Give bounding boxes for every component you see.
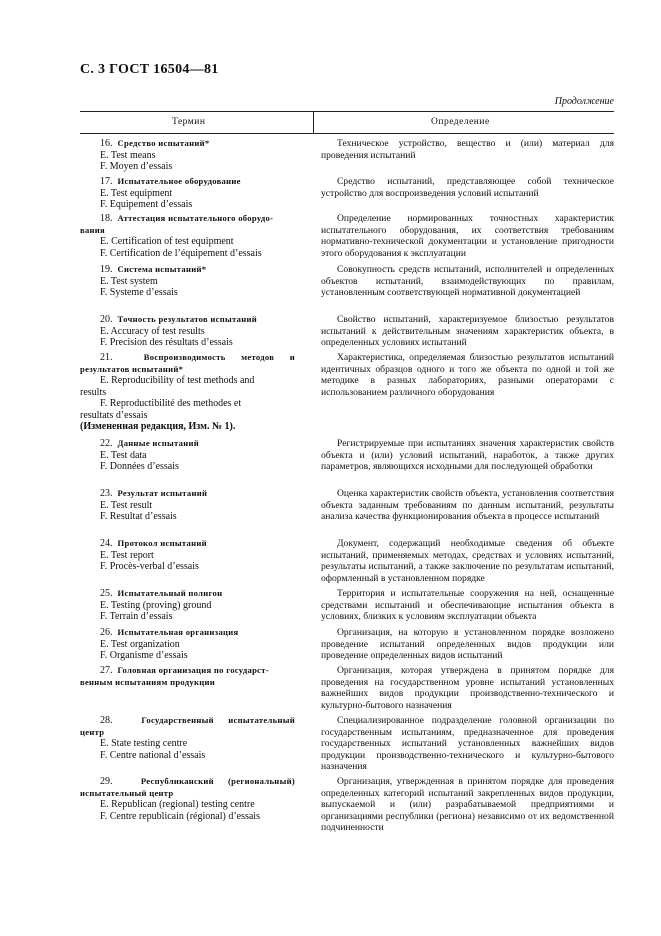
term-21 bbox=[80, 352, 295, 433]
term-18 bbox=[80, 213, 295, 259]
definition-18: Определение нормированных точностных характеристик испытательного оборудования, их соответствия требованиям нормативно-технической документации и установление пригодности этого оборудования к эксплуатации bbox=[321, 213, 614, 259]
term-number: 26. bbox=[100, 627, 113, 638]
term-en: E. State testing centre bbox=[100, 738, 188, 749]
term-number: 25. bbox=[100, 588, 113, 599]
amendment-note: (Измененная редакция, Изм. № 1). bbox=[80, 421, 236, 432]
table-top-rule bbox=[80, 111, 614, 112]
term-19 bbox=[100, 264, 295, 299]
definition-22: Регистрируемые при испытаниях значения характеристик свойств объекта и (или) условий испытаний, наработок, а также других параметров, являющихся исходными для последующей обработки bbox=[321, 438, 614, 473]
term-16 bbox=[100, 138, 295, 173]
term-20 bbox=[100, 314, 295, 349]
term-ru: Испытательная организация bbox=[117, 627, 239, 637]
term-en: E. Certification of test equipment bbox=[100, 236, 234, 247]
term-ru: Республиканский (региональный) bbox=[140, 776, 295, 786]
term-29 bbox=[80, 776, 295, 822]
definition-27: Организация, которая утверждена в принятом порядке для проведения на государственном уровне испытаний установленных важнейших видов продукции производственно-технического и культурно-бытового назначения bbox=[321, 665, 614, 711]
term-fr: F. Centre republicain (régional) d’essais bbox=[100, 810, 260, 822]
term-en: E. Reproducibility of test methods and bbox=[100, 375, 255, 386]
term-ru: Испытательное оборудование bbox=[117, 176, 241, 186]
term-25 bbox=[100, 588, 295, 623]
term-fr: F. Certification de l’équipement d’essais bbox=[100, 247, 262, 259]
term-number: 22. bbox=[100, 438, 113, 449]
term-en: E. Test report bbox=[100, 549, 154, 561]
term-en: E. Accuracy of test results bbox=[100, 325, 205, 337]
term-fr: F. Reproductibilité des methodes et bbox=[100, 398, 242, 409]
continuation-label: Продолжение bbox=[554, 96, 614, 107]
term-fr: F. Precision des résultats d’essais bbox=[100, 337, 233, 348]
term-number: 24. bbox=[100, 538, 113, 549]
term-number: 17. bbox=[100, 176, 113, 187]
term-24 bbox=[100, 538, 295, 573]
term-en: E. Test result bbox=[100, 499, 153, 511]
term-fr: F. Terrain d’essais bbox=[100, 611, 173, 622]
definition-29: Организация, утвержденная в принятом порядке для проведения определенных категорий испытаний закрепленных видов продукции, выпускаемой и (или) разрабатываемой предприятиями и организациями республики (региона) независимо от их ведомственной подчиненности bbox=[321, 776, 614, 834]
term-fr: F. Systeme d’essais bbox=[100, 287, 178, 298]
term-ru-cont: результатов испытаний* bbox=[80, 363, 184, 374]
term-ru-cont: испытательный центр bbox=[80, 787, 174, 798]
term-fr: F. Equipement d’essais bbox=[100, 199, 193, 210]
term-ru: Результат испытаний bbox=[117, 488, 208, 498]
term-number: 19. bbox=[100, 264, 113, 275]
term-en: E. Test equipment bbox=[100, 187, 173, 199]
term-en-cont: results bbox=[80, 386, 107, 398]
definition-28: Специализированное подразделение головной организации по государственным испытаниям, предназначенное для проведения государственных испытаний установленных важнейших видов продукции производственно-технического и культурно-бытового назначения bbox=[321, 715, 614, 773]
definition-25: Территория и испытательные сооружения на ней, оснащенные средствами испытаний и обеспечивающие испытания объекта в условиях, близких к условиям эксплуатации объекта bbox=[321, 588, 614, 623]
term-fr: F. Moyen d’essais bbox=[100, 161, 173, 172]
definition-23: Оценка характеристик свойств объекта, установления соответствия объекта заданным требованиям по данным испытаний, результаты анализа качества функционирования объекта в процессе испытаний bbox=[321, 488, 614, 523]
term-ru: Испытательный полигон bbox=[117, 588, 223, 598]
term-ru: Средство испытаний* bbox=[117, 138, 210, 148]
term-en: E. Test data bbox=[100, 449, 147, 461]
definition-26: Организация, на которую в установленном порядке возложено проведение испытаний определенных видов продукции или проведение определенных видов испытаний bbox=[321, 627, 614, 662]
term-28 bbox=[80, 715, 295, 761]
term-22 bbox=[100, 438, 295, 473]
term-26 bbox=[100, 627, 295, 662]
term-ru: Протокол испытаний bbox=[117, 538, 207, 548]
term-ru: Точность результатов испытаний bbox=[117, 314, 258, 324]
term-number: 28. bbox=[100, 715, 113, 726]
column-header-definition: Определение bbox=[431, 117, 490, 127]
term-ru: Государственный испытательный bbox=[141, 715, 295, 725]
definition-21: Характеристика, определяемая близостью результатов испытаний идентичных образцов одного и того же объекта по одной и той же методике в разных лабораториях, разными операторами с использованием различного оборудования bbox=[321, 352, 614, 398]
column-divider bbox=[313, 111, 314, 133]
definition-20: Свойство испытаний, характеризуемое близостью результатов испытаний к действительным значениям характеристик объекта, в определенных условиях испытаний bbox=[321, 314, 614, 349]
term-fr: F. Resultat d’essais bbox=[100, 511, 177, 522]
term-ru: Данные испытаний bbox=[117, 438, 199, 448]
definition-19: Совокупность средств испытаний, исполнителей и определенных объектов испытаний, взаимодействующих по правилам, установленным соответствующей нормативной документацией bbox=[321, 264, 614, 299]
page-title: С. 3 ГОСТ 16504—81 bbox=[80, 62, 219, 77]
column-header-term: Термин bbox=[172, 117, 206, 127]
term-en: E. Test system bbox=[100, 275, 158, 287]
term-number: 16. bbox=[100, 138, 113, 149]
term-ru: Аттестация испытательного оборудо- bbox=[117, 213, 274, 223]
term-fr: F. Centre national d’essais bbox=[100, 749, 206, 761]
term-fr-cont: resultats d’essais bbox=[80, 409, 148, 421]
definition-24: Документ, содержащий необходимые сведения об объекте испытаний, применяемых методах, средствах и условиях испытаний, результаты испытаний, а также заключение по результатам испытаний, оформленный в установленном порядке bbox=[321, 538, 614, 584]
term-number: 18. bbox=[100, 213, 113, 224]
term-ru-cont: центр bbox=[80, 726, 105, 737]
term-en: E. Testing (proving) ground bbox=[100, 599, 212, 611]
term-fr: F. Données d’essais bbox=[100, 461, 179, 472]
term-number: 20. bbox=[100, 314, 113, 325]
term-ru: Головная организация по государст- bbox=[117, 665, 269, 675]
term-17 bbox=[100, 176, 295, 211]
definition-17: Средство испытаний, представляющее собой техническое устройство для воспроизведения условий испытаний bbox=[321, 176, 614, 199]
term-fr: F. Procès-verbal d’essais bbox=[100, 561, 199, 572]
term-number: 29. bbox=[100, 776, 113, 787]
term-en: E. Test organization bbox=[100, 638, 180, 650]
term-23 bbox=[100, 488, 295, 523]
term-ru-cont: вания bbox=[80, 224, 105, 235]
term-en: E. Test means bbox=[100, 149, 156, 161]
term-number: 23. bbox=[100, 488, 113, 499]
term-ru-cont: венным испытаниям продукции bbox=[80, 676, 216, 687]
term-fr: F. Organisme d’essais bbox=[100, 650, 188, 661]
term-ru: Воспроизводимость методов и bbox=[143, 352, 295, 362]
term-ru: Система испытаний* bbox=[117, 264, 207, 274]
term-27 bbox=[80, 665, 295, 688]
term-number: 27. bbox=[100, 665, 113, 676]
term-number: 21. bbox=[100, 352, 113, 363]
definition-16: Техническое устройство, вещество и (или) материал для проведения испытаний bbox=[321, 138, 614, 161]
term-en: E. Republican (regional) testing centre bbox=[100, 799, 255, 810]
table-header-rule bbox=[80, 133, 614, 134]
